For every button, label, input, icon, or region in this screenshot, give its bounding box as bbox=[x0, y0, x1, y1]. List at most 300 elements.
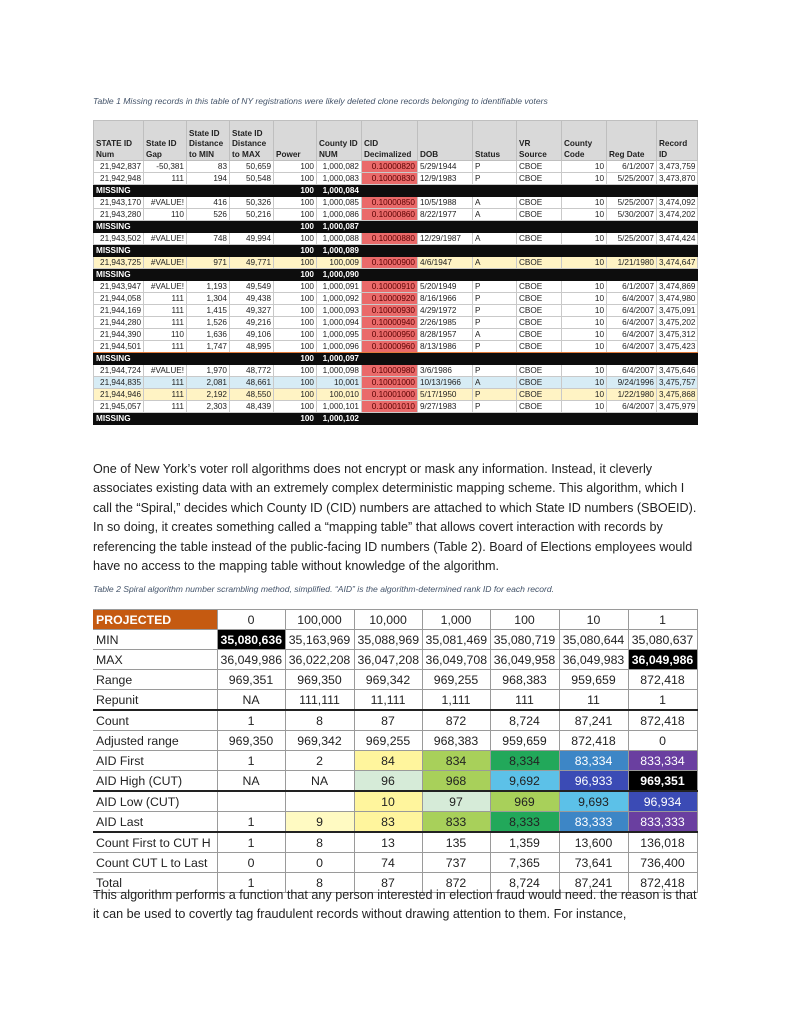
table2-cell: 136,018 bbox=[628, 832, 697, 853]
cid-decimalized-cell: 0.10000830 bbox=[362, 173, 418, 185]
missing-records-table bbox=[93, 120, 698, 425]
table1-cell bbox=[187, 185, 230, 197]
table2-row-label: Count CUT L to Last bbox=[93, 853, 217, 873]
table1-cell bbox=[517, 221, 562, 233]
table1-cell: 6/4/2007 bbox=[607, 329, 657, 341]
table1-cell bbox=[362, 245, 418, 257]
table1-cell: 3,475,202 bbox=[657, 317, 698, 329]
table1-cell: 3/6/1986 bbox=[418, 365, 473, 377]
table1-row bbox=[94, 401, 698, 413]
table2-row-label: Total bbox=[93, 873, 217, 893]
table2-col-header: 1,000 bbox=[422, 610, 490, 630]
table1-cell: 48,995 bbox=[230, 341, 274, 353]
table1-cell: 1,000,097 bbox=[317, 353, 362, 365]
table1-cell: CBOE bbox=[517, 197, 562, 209]
table1-cell bbox=[473, 353, 517, 365]
table1-cell: 5/25/2007 bbox=[607, 233, 657, 245]
table1-cell: P bbox=[473, 161, 517, 173]
table1-cell: 110 bbox=[144, 329, 187, 341]
table1-cell: 100,009 bbox=[317, 257, 362, 269]
table1-row bbox=[94, 341, 698, 353]
table2-cell: 969,342 bbox=[354, 670, 422, 690]
table2-row bbox=[93, 812, 697, 833]
table1-cell: 10 bbox=[562, 329, 607, 341]
table1-cell: 6/4/2007 bbox=[607, 341, 657, 353]
table1-cell: 100 bbox=[274, 221, 317, 233]
table1-cell bbox=[362, 221, 418, 233]
table2-row bbox=[93, 690, 697, 711]
table1-row bbox=[94, 161, 698, 173]
missing-record-row bbox=[94, 269, 698, 281]
table1-cell: 21,944,501 bbox=[94, 341, 144, 353]
table1-cell: 748 bbox=[187, 233, 230, 245]
table1-cell: 100 bbox=[274, 377, 317, 389]
table1-cell: 100 bbox=[274, 401, 317, 413]
table1-cell: 111 bbox=[144, 317, 187, 329]
table2-cell: 8 bbox=[285, 832, 354, 853]
table1-cell: 1,000,091 bbox=[317, 281, 362, 293]
table1-cell: 100 bbox=[274, 233, 317, 245]
table1-cell: 100 bbox=[274, 317, 317, 329]
table2-cell: 74 bbox=[354, 853, 422, 873]
table2-cell: 83 bbox=[354, 812, 422, 833]
table1-cell: 3,474,980 bbox=[657, 293, 698, 305]
table1-cell: 5/25/2007 bbox=[607, 173, 657, 185]
table2-row-label: MAX bbox=[93, 650, 217, 670]
table2-cell: 8,724 bbox=[490, 873, 559, 893]
table2-cell: 35,080,644 bbox=[559, 630, 628, 650]
table1-cell: 8/28/1957 bbox=[418, 329, 473, 341]
table1-cell bbox=[230, 185, 274, 197]
table1-cell bbox=[517, 269, 562, 281]
table1-cell: -50,381 bbox=[144, 161, 187, 173]
table2-cell: 13 bbox=[354, 832, 422, 853]
table2-header-row bbox=[93, 610, 697, 630]
table1-cell bbox=[473, 413, 517, 425]
table1-cell: 1,000,082 bbox=[317, 161, 362, 173]
table2-cell: NA bbox=[217, 690, 285, 711]
table1-cell: #VALUE! bbox=[144, 233, 187, 245]
table1-cell bbox=[607, 353, 657, 365]
table1-cell: 3,475,757 bbox=[657, 377, 698, 389]
table1-row bbox=[94, 305, 698, 317]
table1-col-header: Power bbox=[274, 121, 317, 161]
table1-cell bbox=[187, 245, 230, 257]
table2-cell: 9,693 bbox=[559, 791, 628, 812]
table1-cell: 5/29/1944 bbox=[418, 161, 473, 173]
table1-cell bbox=[562, 353, 607, 365]
table2-row bbox=[93, 731, 697, 751]
table1-cell: 1,970 bbox=[187, 365, 230, 377]
table2-cell: 35,080,637 bbox=[628, 630, 697, 650]
table2-cell: 36,047,208 bbox=[354, 650, 422, 670]
table1-row bbox=[94, 233, 698, 245]
table1-col-header: County ID NUM bbox=[317, 121, 362, 161]
table2-cell: 969 bbox=[490, 791, 559, 812]
table1-row bbox=[94, 209, 698, 221]
table1-cell: CBOE bbox=[517, 281, 562, 293]
table2-row bbox=[93, 630, 697, 650]
table1-cell: 49,327 bbox=[230, 305, 274, 317]
table2-col-header: 0 bbox=[217, 610, 285, 630]
table2-cell: 833,334 bbox=[628, 751, 697, 771]
table1-cell: 49,994 bbox=[230, 233, 274, 245]
table2-row-label: Adjusted range bbox=[93, 731, 217, 751]
table2-cell: 96,933 bbox=[559, 771, 628, 792]
table1-cell: 10 bbox=[562, 365, 607, 377]
table1-cell bbox=[418, 413, 473, 425]
table1-cell: CBOE bbox=[517, 401, 562, 413]
table1-cell bbox=[517, 245, 562, 257]
missing-record-row bbox=[94, 413, 698, 425]
table2-cell: 96,934 bbox=[628, 791, 697, 812]
table2-cell: 35,088,969 bbox=[354, 630, 422, 650]
table1-cell: MISSING bbox=[94, 353, 144, 365]
table1-cell bbox=[144, 185, 187, 197]
table1-cell: CBOE bbox=[517, 365, 562, 377]
table1-cell: P bbox=[473, 281, 517, 293]
table1-cell: 1,000,096 bbox=[317, 341, 362, 353]
table1-cell bbox=[562, 413, 607, 425]
table1-cell: 5/30/2007 bbox=[607, 209, 657, 221]
table1-cell: 10 bbox=[562, 161, 607, 173]
table1-cell bbox=[657, 185, 698, 197]
table2-cell: 0 bbox=[217, 853, 285, 873]
table1-cell: 416 bbox=[187, 197, 230, 209]
table2-cell: 2 bbox=[285, 751, 354, 771]
table1-cell bbox=[418, 353, 473, 365]
table2-row-label: Repunit bbox=[93, 690, 217, 711]
table1-row bbox=[94, 293, 698, 305]
table1-cell: 1,000,087 bbox=[317, 221, 362, 233]
cid-decimalized-cell: 0.10000850 bbox=[362, 197, 418, 209]
table1-col-header: CID Decimalized bbox=[362, 121, 418, 161]
cid-decimalized-cell: 0.10000920 bbox=[362, 293, 418, 305]
table1-cell: 111 bbox=[144, 389, 187, 401]
table1-cell bbox=[607, 269, 657, 281]
missing-record-row bbox=[94, 185, 698, 197]
table1-cell: MISSING bbox=[94, 245, 144, 257]
table2-cell: 833,333 bbox=[628, 812, 697, 833]
cid-decimalized-cell: 0.10000820 bbox=[362, 161, 418, 173]
table2-cell: 35,163,969 bbox=[285, 630, 354, 650]
table2-cell: 83,334 bbox=[559, 751, 628, 771]
table1-header-row bbox=[94, 121, 698, 161]
table2-cell: 833 bbox=[422, 812, 490, 833]
table1-cell: 3,475,423 bbox=[657, 341, 698, 353]
table1-cell bbox=[144, 221, 187, 233]
table1-cell: 100 bbox=[274, 281, 317, 293]
table1-cell: 49,771 bbox=[230, 257, 274, 269]
table1-cell: 100 bbox=[274, 197, 317, 209]
table2-row-label: AID Low (CUT) bbox=[93, 791, 217, 812]
table1-cell: MISSING bbox=[94, 413, 144, 425]
table1-cell: 1,526 bbox=[187, 317, 230, 329]
table1-cell: 10 bbox=[562, 281, 607, 293]
table1-cell: #VALUE! bbox=[144, 257, 187, 269]
table1-cell: 10,001 bbox=[317, 377, 362, 389]
table1-cell: A bbox=[473, 377, 517, 389]
table1-cell: 111 bbox=[144, 305, 187, 317]
table1-cell: 3,474,869 bbox=[657, 281, 698, 293]
table1-cell: 3,473,870 bbox=[657, 173, 698, 185]
table2-cell: 872,418 bbox=[628, 670, 697, 690]
table1-cell: CBOE bbox=[517, 305, 562, 317]
table1-cell: 1,000,089 bbox=[317, 245, 362, 257]
table1-row bbox=[94, 173, 698, 185]
table2-cell: 10 bbox=[354, 791, 422, 812]
table1-cell: 8/13/1986 bbox=[418, 341, 473, 353]
table1-cell: 3,474,202 bbox=[657, 209, 698, 221]
table1-cell: 10 bbox=[562, 293, 607, 305]
table1-cell: 2,192 bbox=[187, 389, 230, 401]
table2-cell: 1,359 bbox=[490, 832, 559, 853]
table1-row bbox=[94, 389, 698, 401]
table1-cell: 21,943,947 bbox=[94, 281, 144, 293]
table2-cell: 834 bbox=[422, 751, 490, 771]
table1-cell: MISSING bbox=[94, 221, 144, 233]
table1-cell: P bbox=[473, 305, 517, 317]
table1-cell: 100 bbox=[274, 305, 317, 317]
table1-cell: 10 bbox=[562, 305, 607, 317]
table2-cell: 11 bbox=[559, 690, 628, 711]
paragraph-fraud-function: This algorithm performs a function that any person interested in election fraud would need. the reason is that it can be used to covertly tag fraudulent records without drawing attention to them. For instance, bbox=[93, 888, 697, 922]
table1-cell: 21,944,835 bbox=[94, 377, 144, 389]
table1-cell bbox=[607, 221, 657, 233]
table1-cell: 83 bbox=[187, 161, 230, 173]
table1-cell: CBOE bbox=[517, 257, 562, 269]
table1-cell: 111 bbox=[144, 341, 187, 353]
table1-cell: CBOE bbox=[517, 317, 562, 329]
table1-cell: 10 bbox=[562, 209, 607, 221]
table1-cell: 1,000,101 bbox=[317, 401, 362, 413]
table1-cell: 1,193 bbox=[187, 281, 230, 293]
table2-row bbox=[93, 670, 697, 690]
table1-cell: 21,942,948 bbox=[94, 173, 144, 185]
table1-cell: 100 bbox=[274, 245, 317, 257]
table1-col-header: DOB bbox=[418, 121, 473, 161]
table1-cell: 5/17/1950 bbox=[418, 389, 473, 401]
cid-decimalized-cell: 0.10000980 bbox=[362, 365, 418, 377]
table1-cell: 8/16/1966 bbox=[418, 293, 473, 305]
cid-decimalized-cell: 0.10000910 bbox=[362, 281, 418, 293]
table1-cell: 6/4/2007 bbox=[607, 305, 657, 317]
table1-cell: 1,000,102 bbox=[317, 413, 362, 425]
table1-cell: 6/4/2007 bbox=[607, 365, 657, 377]
table2-cell: 872,418 bbox=[628, 710, 697, 731]
table2-cell: 969,255 bbox=[354, 731, 422, 751]
table1-cell: 50,216 bbox=[230, 209, 274, 221]
table1-cell: 3,474,647 bbox=[657, 257, 698, 269]
table1-cell: 10 bbox=[562, 257, 607, 269]
table1-cell: 100 bbox=[274, 209, 317, 221]
table2-cell: 36,049,986 bbox=[628, 650, 697, 670]
table1-col-header: STATE ID Num bbox=[94, 121, 144, 161]
table2-cell: 969,351 bbox=[628, 771, 697, 792]
table1-cell: 48,661 bbox=[230, 377, 274, 389]
table1-cell: 50,659 bbox=[230, 161, 274, 173]
table1-cell: 100 bbox=[274, 329, 317, 341]
table2-col-header: 10 bbox=[559, 610, 628, 630]
table1-cell: 1,000,098 bbox=[317, 365, 362, 377]
missing-record-row bbox=[94, 221, 698, 233]
table1-cell bbox=[607, 413, 657, 425]
table1-cell bbox=[607, 185, 657, 197]
cid-decimalized-cell: 0.10000930 bbox=[362, 305, 418, 317]
table2-cell: 36,022,208 bbox=[285, 650, 354, 670]
table2-cell: 8 bbox=[285, 873, 354, 893]
cid-decimalized-cell: 0.10000950 bbox=[362, 329, 418, 341]
cid-decimalized-cell: 0.10001010 bbox=[362, 401, 418, 413]
table1-cell: 100 bbox=[274, 341, 317, 353]
table1-cell: CBOE bbox=[517, 389, 562, 401]
table1-cell: 1,000,094 bbox=[317, 317, 362, 329]
table1-cell: 1,415 bbox=[187, 305, 230, 317]
table2-cell: 969,351 bbox=[217, 670, 285, 690]
table1-row bbox=[94, 281, 698, 293]
table1-cell bbox=[657, 245, 698, 257]
table1-cell bbox=[657, 353, 698, 365]
table1-cell: 49,549 bbox=[230, 281, 274, 293]
table1-cell: P bbox=[473, 173, 517, 185]
cid-decimalized-cell: 0.10000880 bbox=[362, 233, 418, 245]
table1-cell: 3,475,312 bbox=[657, 329, 698, 341]
table1-cell: 9/24/1996 bbox=[607, 377, 657, 389]
table1-cell: 1,747 bbox=[187, 341, 230, 353]
table1-cell: 9/27/1983 bbox=[418, 401, 473, 413]
table1-cell: 48,772 bbox=[230, 365, 274, 377]
table2-row-label: AID Last bbox=[93, 812, 217, 833]
table2-cell: 73,641 bbox=[559, 853, 628, 873]
table1-cell bbox=[473, 269, 517, 281]
spiral-algorithm-table bbox=[93, 609, 698, 893]
table1-cell: 8/22/1977 bbox=[418, 209, 473, 221]
table2-col-header: 100,000 bbox=[285, 610, 354, 630]
table1-cell bbox=[473, 221, 517, 233]
table2-cell: 1 bbox=[217, 812, 285, 833]
table1-cell: 10 bbox=[562, 173, 607, 185]
table2-cell: 87 bbox=[354, 710, 422, 731]
table1-cell bbox=[418, 221, 473, 233]
table1-cell: CBOE bbox=[517, 329, 562, 341]
table1-cell: 100 bbox=[274, 365, 317, 377]
cid-decimalized-cell: 0.10000940 bbox=[362, 317, 418, 329]
table1-cell: 1,304 bbox=[187, 293, 230, 305]
table1-col-header: State ID Distance to MIN bbox=[187, 121, 230, 161]
table1-cell: 12/9/1983 bbox=[418, 173, 473, 185]
table1-cell: 21,944,390 bbox=[94, 329, 144, 341]
table1-cell: 10 bbox=[562, 389, 607, 401]
table1-cell: 100 bbox=[274, 389, 317, 401]
table2-cell: 111 bbox=[490, 690, 559, 711]
table1-cell bbox=[473, 245, 517, 257]
table1-cell bbox=[473, 185, 517, 197]
table1-cell: 6/1/2007 bbox=[607, 161, 657, 173]
table1-cell bbox=[517, 185, 562, 197]
table1-cell: 194 bbox=[187, 173, 230, 185]
table1-cell bbox=[607, 245, 657, 257]
table2-cell: 8 bbox=[285, 710, 354, 731]
table1-col-header: State ID Gap bbox=[144, 121, 187, 161]
table2-cell: 969,350 bbox=[217, 731, 285, 751]
table1-cell: 10 bbox=[562, 233, 607, 245]
missing-record-row bbox=[94, 353, 698, 365]
table1-cell: 49,216 bbox=[230, 317, 274, 329]
table1-row bbox=[94, 257, 698, 269]
table1-cell: 3,475,646 bbox=[657, 365, 698, 377]
table1-cell: 100 bbox=[274, 257, 317, 269]
table2-cell: 8,334 bbox=[490, 751, 559, 771]
table2-caption: Table 2 Spiral algorithm number scrambling method, simplified. “AID” is the algorithm-determined rank ID for each record. bbox=[93, 584, 555, 594]
table1-cell: 100 bbox=[274, 269, 317, 281]
table1-cell: 3,473,759 bbox=[657, 161, 698, 173]
table1-cell: 2,303 bbox=[187, 401, 230, 413]
table1-cell: 1,000,086 bbox=[317, 209, 362, 221]
table1-cell: 50,548 bbox=[230, 173, 274, 185]
table1-cell bbox=[144, 413, 187, 425]
table1-cell: CBOE bbox=[517, 161, 562, 173]
table2-cell: 87 bbox=[354, 873, 422, 893]
table1-cell: 6/1/2007 bbox=[607, 281, 657, 293]
table2-cell: 959,659 bbox=[559, 670, 628, 690]
table1-cell bbox=[187, 221, 230, 233]
table2-row-label: MIN bbox=[93, 630, 217, 650]
table1-cell: 1/21/1980 bbox=[607, 257, 657, 269]
table2-row bbox=[93, 771, 697, 792]
table2-cell: 1 bbox=[217, 873, 285, 893]
table1-cell: P bbox=[473, 293, 517, 305]
table2-cell: 87,241 bbox=[559, 710, 628, 731]
table1-cell: MISSING bbox=[94, 269, 144, 281]
table1-col-header: Record ID bbox=[657, 121, 698, 161]
table1-cell: 21,944,169 bbox=[94, 305, 144, 317]
table1-cell: 1/22/1980 bbox=[607, 389, 657, 401]
table1-cell: A bbox=[473, 233, 517, 245]
table1-cell: 111 bbox=[144, 293, 187, 305]
projected-header: PROJECTED bbox=[93, 610, 217, 630]
table1-cell: 21,944,946 bbox=[94, 389, 144, 401]
table1-cell: 10 bbox=[562, 197, 607, 209]
table2-cell: 872,418 bbox=[559, 731, 628, 751]
table1-cell: P bbox=[473, 341, 517, 353]
table1-row bbox=[94, 197, 698, 209]
table1-row bbox=[94, 377, 698, 389]
table2-row-label: Count First to CUT H bbox=[93, 832, 217, 853]
table1-row bbox=[94, 329, 698, 341]
table2-cell: 737 bbox=[422, 853, 490, 873]
table1-cell: 111 bbox=[144, 401, 187, 413]
table2-cell: 97 bbox=[422, 791, 490, 812]
table1-cell: 1,000,090 bbox=[317, 269, 362, 281]
table1-cell: 49,438 bbox=[230, 293, 274, 305]
table2-row bbox=[93, 710, 697, 731]
table1-col-header: State ID Distance to MAX bbox=[230, 121, 274, 161]
table1-cell: 971 bbox=[187, 257, 230, 269]
table1-cell bbox=[362, 413, 418, 425]
table1-cell bbox=[144, 245, 187, 257]
table2-cell: NA bbox=[217, 771, 285, 792]
table1-cell bbox=[230, 269, 274, 281]
table1-col-header: County Code bbox=[562, 121, 607, 161]
table1-cell: 5/20/1949 bbox=[418, 281, 473, 293]
table1-cell: A bbox=[473, 209, 517, 221]
table1-cell bbox=[517, 353, 562, 365]
table1-cell: 21,942,837 bbox=[94, 161, 144, 173]
table1-cell: 3,475,979 bbox=[657, 401, 698, 413]
table2-cell bbox=[285, 791, 354, 812]
table1-cell: 1,000,085 bbox=[317, 197, 362, 209]
table2-cell: 968 bbox=[422, 771, 490, 792]
